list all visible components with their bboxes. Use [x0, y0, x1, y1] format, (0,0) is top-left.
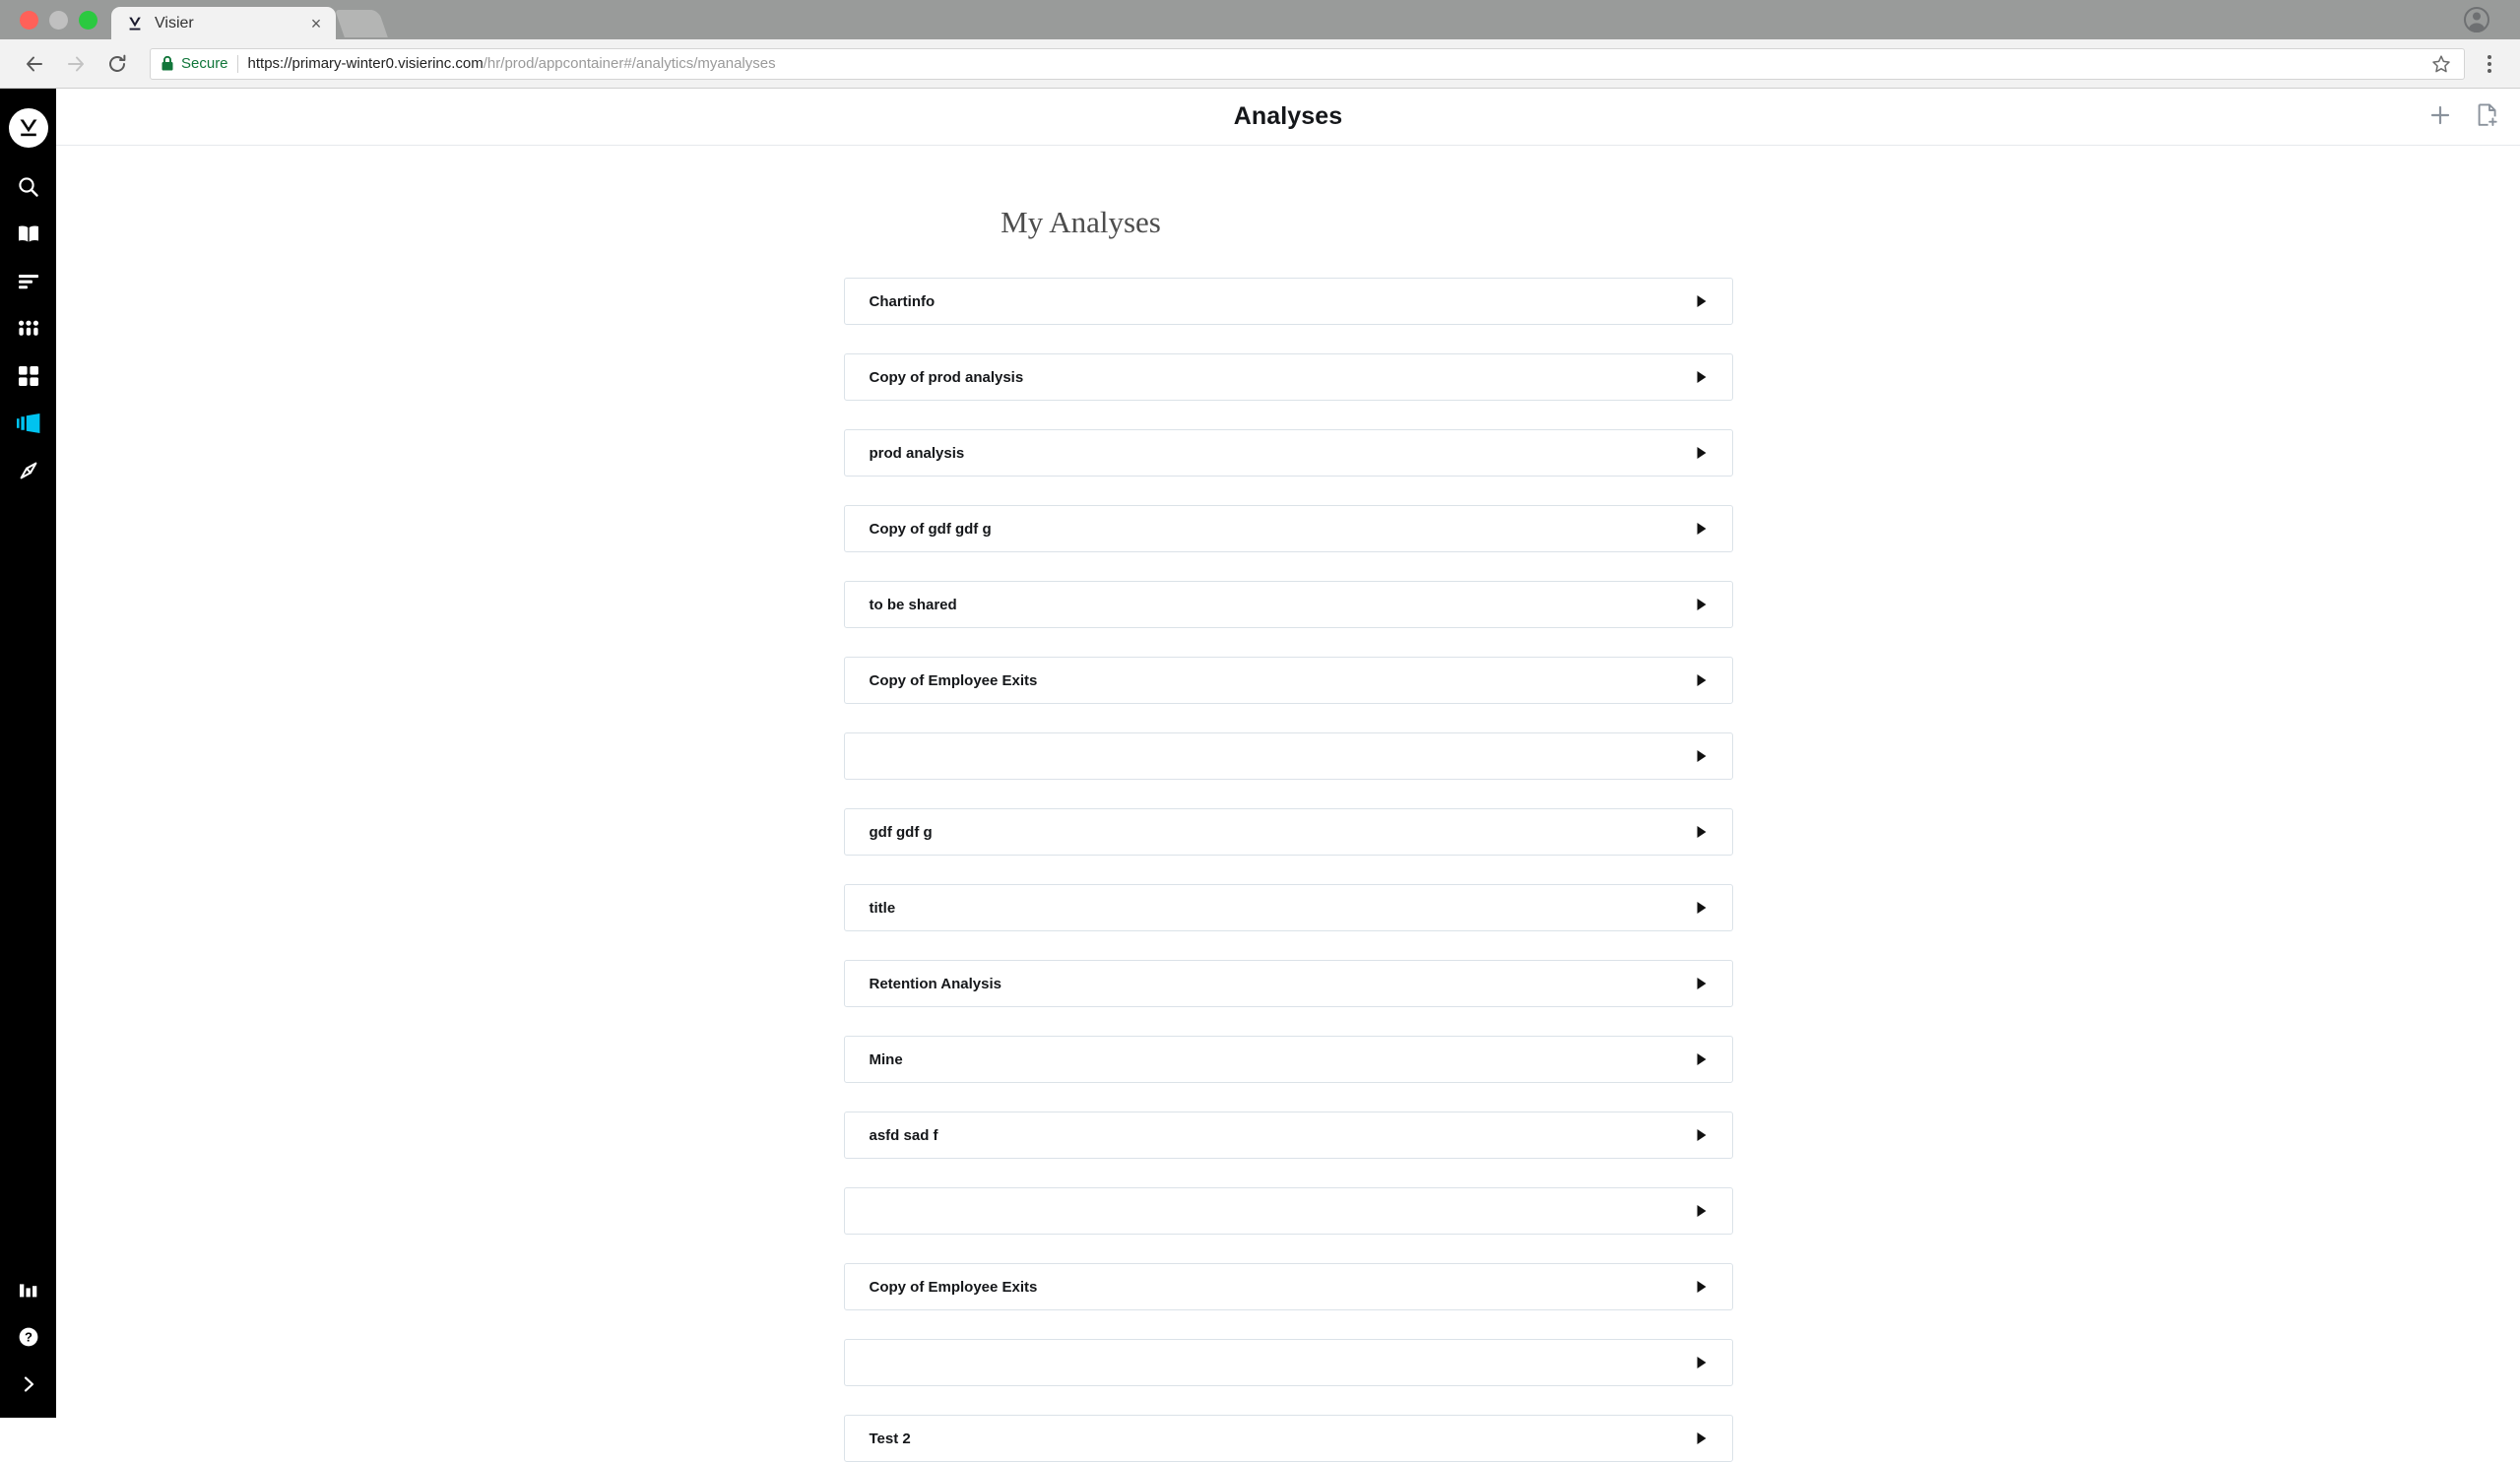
analysis-title: Chartinfo: [869, 292, 936, 310]
application-body: [0, 89, 2520, 1447]
analysis-list-item[interactable]: [844, 353, 1733, 401]
sidebar-item-expand[interactable]: [0, 1363, 56, 1410]
analysis-title: Copy of gdf gdf g: [869, 520, 992, 538]
expand-analysis-caret-icon[interactable]: [1695, 901, 1709, 915]
panels-icon: [16, 413, 41, 439]
header-actions: [2425, 89, 2502, 146]
svg-text:?: ?: [24, 1329, 32, 1345]
tab-strip: [0, 0, 2520, 39]
sidebar-item-search[interactable]: [0, 165, 56, 213]
analysis-title: Copy of Employee Exits: [869, 671, 1038, 689]
bookmark-star-icon[interactable]: [2428, 51, 2454, 77]
expand-analysis-caret-icon[interactable]: [1695, 1052, 1709, 1066]
forward-button: [55, 43, 97, 85]
analysis-title: Test 2: [869, 1430, 911, 1447]
analysis-title: gdf gdf g: [869, 823, 933, 841]
sidebar-item-guidebook[interactable]: [0, 213, 56, 260]
analysis-list-item[interactable]: [844, 581, 1733, 628]
analysis-title: Copy of prod analysis: [869, 368, 1024, 386]
security-status-label: Secure: [181, 55, 228, 72]
url-host: https://primary-winter0.visierinc.com: [247, 55, 484, 72]
browser-menu-button[interactable]: [2473, 47, 2506, 81]
analysis-title: Retention Analysis: [869, 975, 1002, 992]
analysis-list-item[interactable]: [844, 1036, 1733, 1083]
menu-dot: [2488, 55, 2491, 59]
sidebar-item-analyses[interactable]: [0, 402, 56, 449]
chevron-right-icon: [20, 1374, 37, 1399]
new-analysis-button[interactable]: [2473, 102, 2502, 132]
expand-analysis-caret-icon[interactable]: [1695, 749, 1709, 763]
analysis-list-item[interactable]: [844, 808, 1733, 856]
analysis-list-item[interactable]: [844, 278, 1733, 325]
expand-analysis-caret-icon[interactable]: [1695, 1280, 1709, 1294]
analysis-title: prod analysis: [869, 444, 965, 462]
analysis-list-item[interactable]: [844, 1263, 1733, 1310]
people-icon: [17, 319, 40, 344]
sidebar-item-people[interactable]: [0, 307, 56, 354]
analysis-list-item[interactable]: [844, 884, 1733, 931]
expand-analysis-caret-icon[interactable]: [1695, 446, 1709, 460]
expand-analysis-caret-icon[interactable]: [1695, 673, 1709, 687]
reload-button[interactable]: [97, 43, 138, 85]
search-icon: [17, 175, 40, 204]
expand-analysis-caret-icon[interactable]: [1695, 598, 1709, 611]
minimize-window-button[interactable]: [49, 11, 68, 30]
url-text: [248, 55, 2428, 72]
expand-analysis-caret-icon[interactable]: [1695, 825, 1709, 839]
address-bar[interactable]: [150, 48, 2465, 80]
expand-analysis-caret-icon[interactable]: [1695, 522, 1709, 536]
menu-dot: [2488, 69, 2491, 73]
expand-analysis-caret-icon[interactable]: [1695, 1356, 1709, 1369]
page-header: [56, 89, 2520, 146]
analysis-list-item[interactable]: [844, 732, 1733, 780]
analyses-scroll-area[interactable]: [56, 146, 2520, 1462]
expand-analysis-caret-icon[interactable]: [1695, 1431, 1709, 1445]
left-navigation-rail: [0, 89, 56, 1418]
analysis-title: Mine: [869, 1050, 903, 1068]
new-tab-button[interactable]: [335, 10, 388, 37]
expand-analysis-caret-icon[interactable]: [1695, 1128, 1709, 1142]
profile-avatar[interactable]: [2463, 6, 2490, 33]
expand-analysis-caret-icon[interactable]: [1695, 370, 1709, 384]
analysis-list-item[interactable]: [844, 657, 1733, 704]
analysis-list-item[interactable]: [844, 1187, 1733, 1235]
expand-analysis-caret-icon[interactable]: [1695, 977, 1709, 990]
help-circle-icon: [18, 1326, 39, 1353]
lock-icon: [161, 55, 174, 72]
analysis-title: title: [869, 899, 896, 917]
url-path: /hr/prod/appcontainer#/analytics/myanalyses: [483, 55, 776, 72]
analysis-title: Copy of Employee Exits: [869, 1278, 1038, 1296]
close-window-button[interactable]: [20, 11, 38, 30]
visier-logo[interactable]: [9, 108, 48, 148]
back-button[interactable]: [14, 43, 55, 85]
menu-dot: [2488, 62, 2491, 66]
analysis-list-item[interactable]: [844, 1415, 1733, 1462]
analysis-list-item[interactable]: [844, 1112, 1733, 1159]
add-button[interactable]: [2425, 102, 2455, 132]
browser-toolbar: [0, 39, 2520, 89]
book-icon: [17, 223, 40, 250]
expand-analysis-caret-icon[interactable]: [1695, 294, 1709, 308]
plus-icon: [2429, 104, 2451, 131]
analysis-list-item[interactable]: [844, 960, 1733, 1007]
sidebar-item-boards[interactable]: [0, 354, 56, 402]
window-controls: [0, 0, 109, 39]
list-lines-icon: [17, 273, 40, 295]
analysis-title: asfd sad f: [869, 1126, 938, 1144]
browser-tab[interactable]: [111, 7, 336, 39]
sidebar-item-lists[interactable]: [0, 260, 56, 307]
tab-title: Visier: [155, 14, 194, 32]
analysis-list-item[interactable]: [844, 429, 1733, 477]
page-title: Analyses: [1233, 102, 1343, 130]
sidebar-item-metrics[interactable]: [0, 1268, 56, 1315]
bar-chart-icon: [18, 1280, 39, 1304]
section-title: My Analyses: [1001, 205, 1161, 239]
sidebar-item-explore[interactable]: [0, 449, 56, 496]
sidebar-item-help[interactable]: [0, 1315, 56, 1363]
new-document-icon: [2477, 103, 2498, 132]
maximize-window-button[interactable]: [79, 11, 97, 30]
analysis-title: to be shared: [869, 596, 957, 613]
omnibox-divider: [237, 55, 238, 73]
analysis-list-item[interactable]: [844, 1339, 1733, 1386]
analysis-list-item[interactable]: [844, 505, 1733, 552]
visier-v-icon: [125, 14, 145, 33]
compass-icon: [17, 459, 40, 487]
grid-icon: [18, 365, 39, 392]
rail-bottom-group: [0, 1268, 56, 1418]
content-area: [56, 89, 2520, 1447]
analyses-list: [844, 278, 1733, 1462]
expand-analysis-caret-icon[interactable]: [1695, 1204, 1709, 1218]
close-tab-button[interactable]: ×: [310, 13, 322, 33]
